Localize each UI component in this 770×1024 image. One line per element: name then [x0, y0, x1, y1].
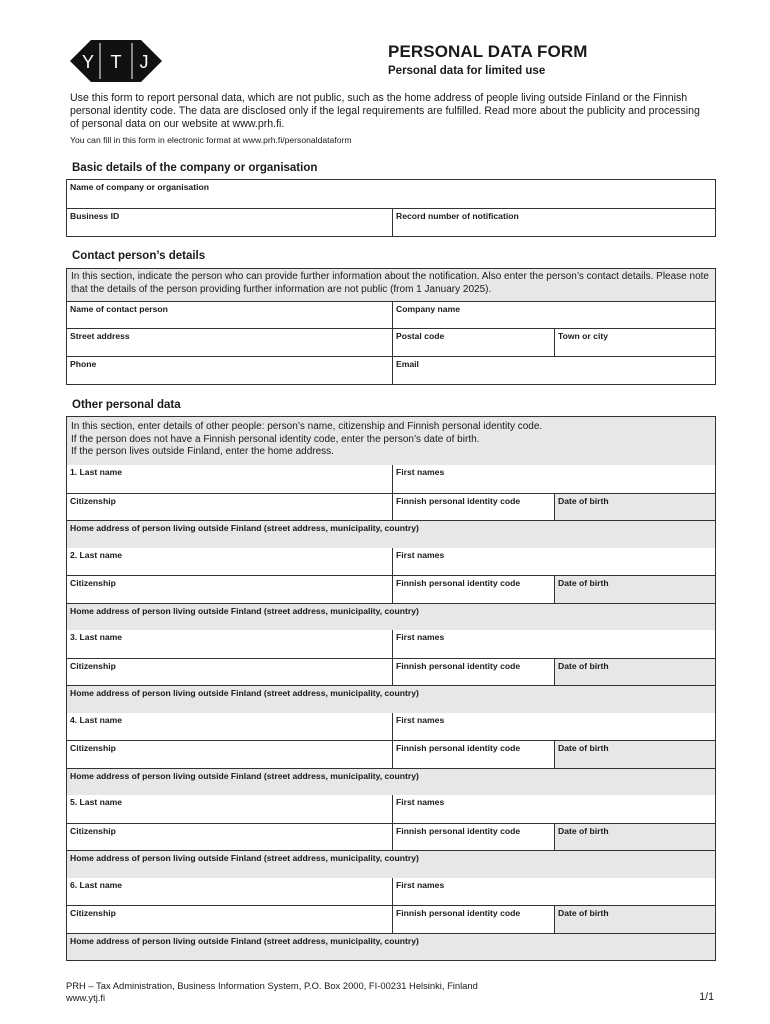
- personal-identity-code-label: Finnish personal identity code: [396, 743, 521, 753]
- contact-name-field[interactable]: [67, 302, 392, 328]
- last-name-label: 3. Last name: [70, 632, 123, 642]
- persons-list: [67, 465, 715, 960]
- electronic-form-note: You can fill in this form in electronic format at www.prh.fi/personaldataform: [70, 135, 352, 145]
- first-names-field[interactable]: [392, 548, 715, 576]
- logo-letter-t: T: [110, 52, 122, 72]
- last-name-label: 6. Last name: [70, 879, 123, 890]
- personal-identity-code-label: Finnish personal identity code: [396, 495, 521, 506]
- personal-identity-code-field[interactable]: [392, 659, 554, 686]
- citizenship-label: Citizenship: [70, 495, 116, 506]
- date-of-birth-field[interactable]: [554, 906, 715, 933]
- section-title-contact: Contact person’s details: [72, 250, 206, 262]
- record-number-field[interactable]: [392, 209, 715, 236]
- email-label: Email: [396, 359, 419, 369]
- citizenship-field[interactable]: [67, 576, 392, 603]
- citizenship-field[interactable]: [67, 824, 392, 851]
- phone-field[interactable]: [67, 357, 392, 384]
- other-note-line: If the person lives outside Finland, enter the home address.: [71, 446, 334, 457]
- street-address-field[interactable]: [67, 329, 392, 356]
- first-names-label: First names: [396, 549, 445, 560]
- company-name-contact-label: Company name: [396, 304, 460, 314]
- last-name-label: 4. Last name: [70, 714, 123, 725]
- street-address-label: Street address: [70, 331, 130, 341]
- other-note-line: In this section, enter details of other people: person’s name, citizenship and Finnish personal identity code.: [71, 421, 543, 432]
- home-address-label: Home address of person living outside Finland (street address, municipality, country): [70, 523, 419, 533]
- date-of-birth-field[interactable]: [554, 741, 715, 768]
- first-names-label: First names: [396, 632, 445, 642]
- business-id-field[interactable]: [67, 209, 392, 236]
- person-block: [67, 795, 715, 878]
- citizenship-label: Citizenship: [70, 825, 116, 836]
- personal-identity-code-field[interactable]: [392, 741, 554, 768]
- town-field[interactable]: [554, 329, 715, 356]
- page-number: 1/1: [699, 991, 714, 1003]
- form-subtitle: Personal data for limited use: [388, 65, 546, 77]
- record-number-label: Record number of notification: [396, 211, 519, 221]
- last-name-field[interactable]: [67, 878, 392, 906]
- citizenship-label: Citizenship: [70, 660, 116, 671]
- first-names-field[interactable]: [392, 713, 715, 741]
- date-of-birth-label: Date of birth: [558, 825, 609, 836]
- home-address-field[interactable]: [67, 934, 715, 961]
- first-names-label: First names: [396, 714, 445, 725]
- last-name-field[interactable]: [67, 465, 392, 493]
- citizenship-label: Citizenship: [70, 908, 116, 918]
- form-title: PERSONAL DATA FORM: [388, 42, 588, 61]
- intro-text: Use this form to report personal data, which are not public, such as the home address of people living outside Finland or the Finnish personal identity code. The data are disclosed only if the legal requirements are fulfilled. Read more about the publicity and processing of personal data on our website at www.prh.fi.: [70, 92, 700, 131]
- last-name-field[interactable]: [67, 795, 392, 823]
- title-block: [388, 42, 588, 77]
- contact-note: In this section, indicate the person who can provide further information about the notification. Also enter the person’s contact details. Please note that the details of the person providing further information are not public (from 1 January 2025).: [67, 269, 715, 301]
- last-name-label: 1. Last name: [70, 467, 123, 477]
- home-address-label: Home address of person living outside Finland (street address, municipality, country): [70, 770, 419, 781]
- first-names-field[interactable]: [392, 630, 715, 658]
- personal-identity-code-field[interactable]: [392, 824, 554, 851]
- last-name-label: 5. Last name: [70, 797, 123, 807]
- personal-identity-code-field[interactable]: [392, 494, 554, 521]
- home-address-label: Home address of person living outside Finland (street address, municipality, country): [70, 853, 419, 863]
- personal-identity-code-label: Finnish personal identity code: [396, 578, 521, 588]
- company-name-label: Name of company or organisation: [70, 182, 209, 192]
- date-of-birth-field[interactable]: [554, 576, 715, 603]
- section-title-other: Other personal data: [72, 399, 181, 411]
- phone-label: Phone: [70, 359, 97, 369]
- last-name-label: 2. Last name: [70, 549, 123, 560]
- basic-details-box: [66, 179, 716, 237]
- footer-address: PRH – Tax Administration, Business Information System, P.O. Box 2000, FI-00231 Helsinki, Finland: [66, 980, 478, 991]
- company-name-field[interactable]: [67, 180, 715, 208]
- first-names-field[interactable]: [392, 795, 715, 823]
- contact-name-label: Name of contact person: [70, 304, 168, 314]
- first-names-field[interactable]: [392, 465, 715, 493]
- section-title-basic: Basic details of the company or organisation: [72, 162, 318, 174]
- home-address-field[interactable]: [67, 604, 715, 631]
- citizenship-field[interactable]: [67, 741, 392, 768]
- other-note-line: If the person does not have a Finnish personal identity code, enter the person’s date of birth.: [71, 433, 480, 445]
- company-name-contact-field[interactable]: [392, 302, 715, 328]
- personal-identity-code-label: Finnish personal identity code: [396, 660, 521, 671]
- citizenship-field[interactable]: [67, 906, 392, 933]
- personal-identity-code-field[interactable]: [392, 576, 554, 603]
- home-address-label: Home address of person living outside Finland (street address, municipality, country): [70, 688, 419, 698]
- other-note: [67, 417, 715, 465]
- personal-identity-code-field[interactable]: [392, 906, 554, 933]
- home-address-label: Home address of person living outside Finland (street address, municipality, country): [70, 605, 419, 616]
- personal-identity-code-label: Finnish personal identity code: [396, 908, 521, 918]
- date-of-birth-field[interactable]: [554, 824, 715, 851]
- date-of-birth-label: Date of birth: [558, 743, 609, 753]
- person-block: [67, 548, 715, 631]
- date-of-birth-field[interactable]: [554, 494, 715, 521]
- other-personal-data-box: [66, 416, 716, 961]
- town-label: Town or city: [558, 331, 608, 341]
- logo-letter-y: Y: [81, 52, 95, 72]
- last-name-field[interactable]: [67, 630, 392, 658]
- home-address-field[interactable]: [67, 521, 715, 548]
- first-names-label: First names: [396, 797, 445, 807]
- logo-letter-j: J: [139, 52, 149, 72]
- person-block: [67, 630, 715, 713]
- citizenship-field[interactable]: [67, 494, 392, 521]
- postal-code-label: Postal code: [396, 331, 445, 341]
- footer: [66, 980, 478, 1004]
- business-id-label: Business ID: [70, 211, 120, 221]
- home-address-field[interactable]: [67, 769, 715, 796]
- email-field[interactable]: [392, 357, 715, 384]
- first-names-label: First names: [396, 879, 445, 890]
- footer-website: www.ytj.fi: [66, 992, 106, 1003]
- date-of-birth-label: Date of birth: [558, 578, 609, 588]
- postal-code-field[interactable]: [392, 329, 554, 356]
- home-address-label: Home address of person living outside Finland (street address, municipality, country): [70, 935, 419, 946]
- last-name-field[interactable]: [67, 713, 392, 741]
- date-of-birth-label: Date of birth: [558, 495, 609, 506]
- ytj-logo: [70, 40, 162, 82]
- date-of-birth-label: Date of birth: [558, 660, 609, 671]
- contact-details-box: [66, 268, 716, 385]
- first-names-field[interactable]: [392, 878, 715, 906]
- citizenship-label: Citizenship: [70, 743, 116, 753]
- person-block: [67, 713, 715, 796]
- personal-identity-code-label: Finnish personal identity code: [396, 825, 521, 836]
- home-address-field[interactable]: [67, 686, 715, 713]
- person-block: [67, 465, 715, 548]
- person-block: [67, 878, 715, 961]
- home-address-field[interactable]: [67, 851, 715, 878]
- date-of-birth-label: Date of birth: [558, 908, 609, 918]
- first-names-label: First names: [396, 467, 445, 477]
- date-of-birth-field[interactable]: [554, 659, 715, 686]
- citizenship-field[interactable]: [67, 659, 392, 686]
- last-name-field[interactable]: [67, 548, 392, 576]
- citizenship-label: Citizenship: [70, 578, 116, 588]
